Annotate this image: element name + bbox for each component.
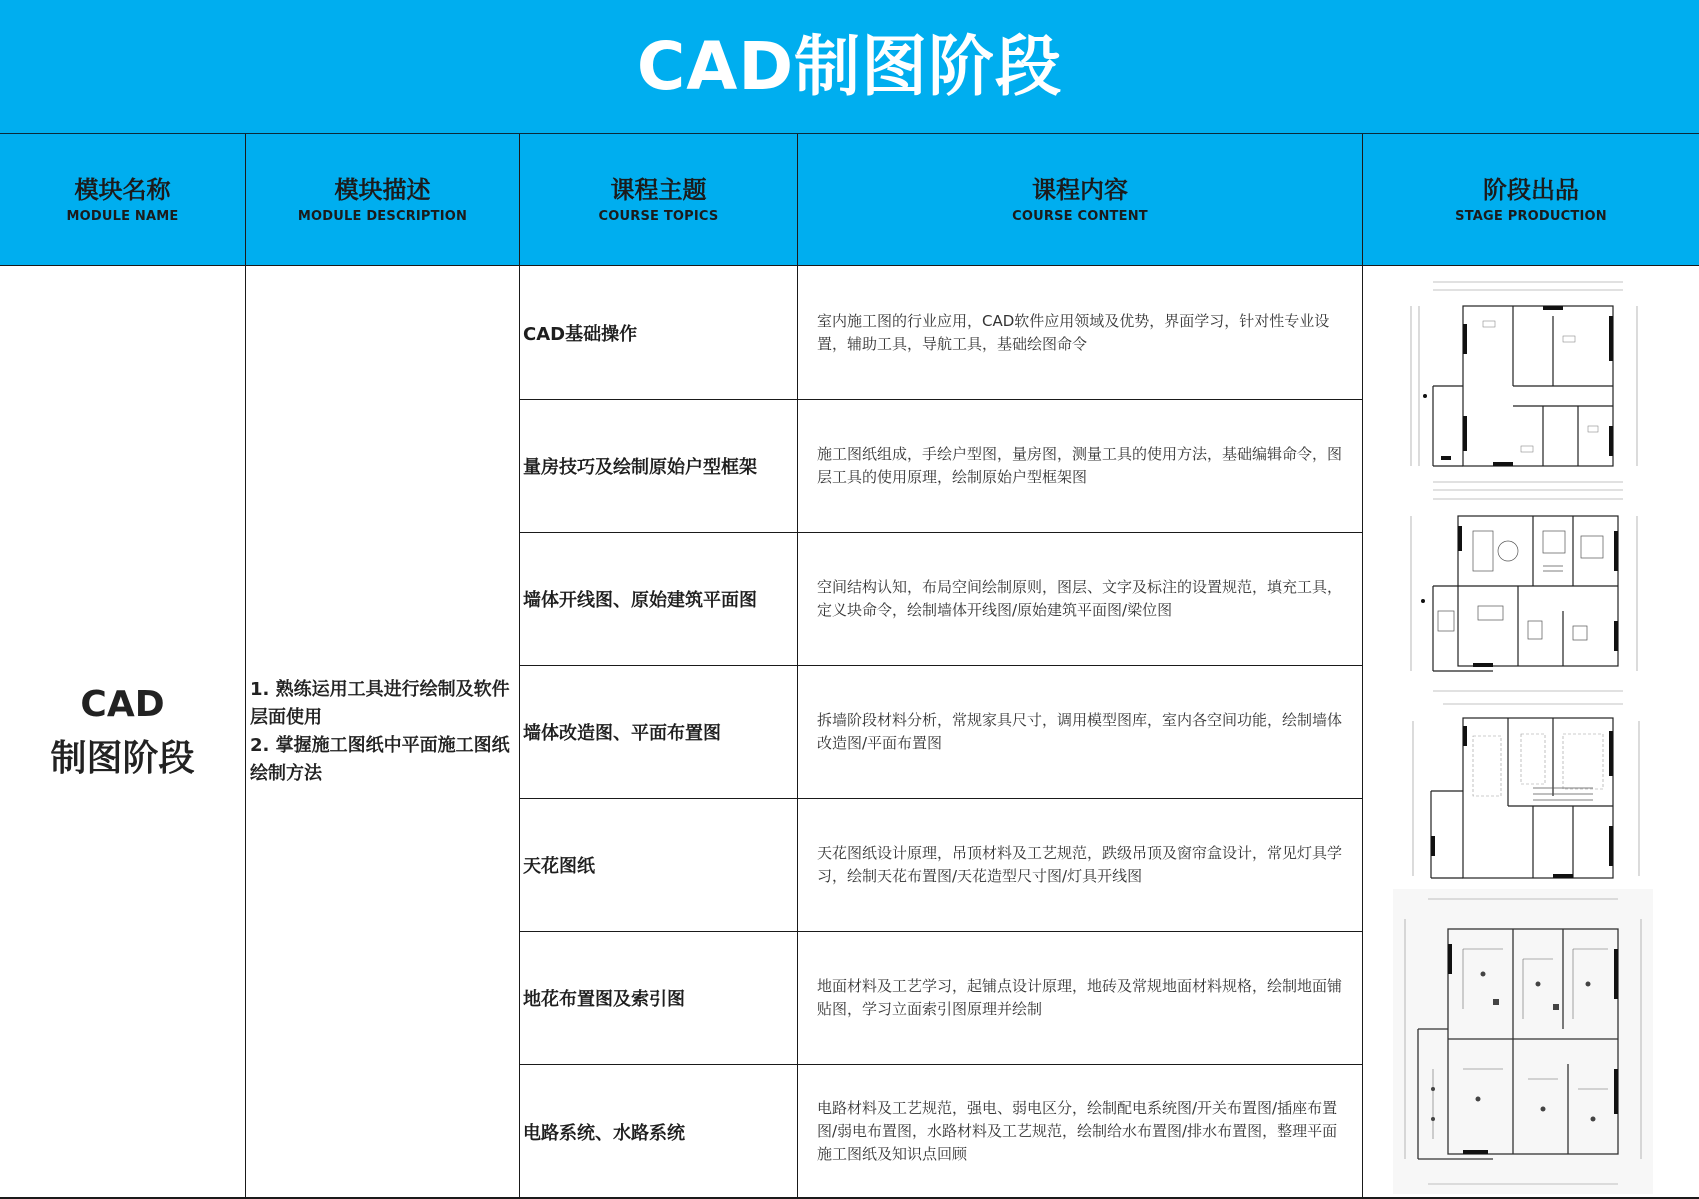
- module-description-item: 1. 熟练运用工具进行绘制及软件层面使用: [250, 678, 510, 728]
- table-row: [520, 666, 1362, 799]
- header-en: MODULE NAME: [66, 209, 179, 225]
- header-zh: 课程内容: [1032, 175, 1128, 204]
- module-description-item: 2. 掌握施工图纸中平面施工图纸绘制方法: [250, 734, 510, 784]
- header-module-name: [0, 134, 246, 266]
- floor-plan-image: [1393, 889, 1653, 1194]
- table-row: [520, 400, 1362, 533]
- header-stage-production: [1363, 134, 1699, 266]
- header-en: STAGE PRODUCTION: [1455, 209, 1607, 225]
- course-topic: 墙体改造图、平面布置图: [523, 723, 721, 744]
- course-content: 室内施工图的行业应用，CAD软件应用领域及优势，界面学习，针对性专业设置，辅助工具，导航工具，基础绘图命令: [817, 311, 1330, 353]
- module-name-line: 制图阶段: [50, 737, 195, 779]
- module-description-cell: [246, 266, 519, 1197]
- table-header: [0, 134, 1699, 266]
- course-topic: 天花图纸: [523, 856, 595, 877]
- header-zh: 课程主题: [610, 175, 707, 204]
- table-row: [520, 533, 1362, 666]
- course-content: 空间结构认知，布局空间绘制原则，图层、文字及标注的设置规范，填充工具，定义块命令，绘制墙体开线图/原始建筑平面图/梁位图: [817, 578, 1343, 619]
- header-en: COURSE TOPICS: [598, 209, 719, 225]
- floor-plan-image: [1403, 276, 1653, 496]
- course-content: 拆墙阶段材料分析，常规家具尺寸，调用模型图库，室内各空间功能，绘制墙体改造图/平面布置图: [817, 711, 1343, 752]
- table-row: [520, 1065, 1362, 1198]
- course-topic: CAD基础操作: [523, 323, 638, 345]
- page-title: CAD制图阶段: [636, 27, 1063, 105]
- title-banner: [0, 0, 1699, 134]
- header-zh: 模块名称: [74, 175, 171, 204]
- header-en: COURSE CONTENT: [1012, 209, 1148, 225]
- header-en: MODULE DESCRIPTION: [297, 209, 468, 225]
- table-row: [520, 932, 1362, 1065]
- header-course-content: [798, 134, 1363, 266]
- course-content: 施工图纸组成，手绘户型图，量房图，测量工具的使用方法，基础编辑命令，图层工具的使用原理，绘制原始户型框架图: [817, 445, 1343, 486]
- header-module-description: [246, 134, 520, 266]
- course-topic: 量房技巧及绘制原始户型框架: [523, 457, 757, 478]
- course-content: 天花图纸设计原理，吊顶材料及工艺规范，跌级吊顶及窗帘盒设计，常见灯具学习，绘制天花布置图/天花造型尺寸图/灯具开线图: [817, 844, 1343, 885]
- table-row: [520, 799, 1362, 932]
- module-name-line: CAD: [80, 683, 165, 725]
- module-name-cell: [0, 266, 245, 1197]
- floor-plan-image: [1403, 491, 1653, 701]
- floor-plan-image: [1403, 696, 1653, 906]
- header-zh: 模块描述: [334, 175, 431, 204]
- course-topic: 电路系统、水路系统: [523, 1122, 685, 1144]
- course-content: 地面材料及工艺学习，起铺点设计原理，地砖及常规地面材料规格，绘制地面铺贴图，学习立面索引图原理并绘制: [817, 977, 1343, 1018]
- course-topic: 墙体开线图、原始建筑平面图: [523, 590, 757, 611]
- course-content: 电路材料及工艺规范，强电、弱电区分，绘制配电系统图/开关布置图/插座布置图/弱电布置图，水路材料及工艺规范，绘制给水布置图/排水布置图，整理平面施工图纸及知识点回顾: [817, 1099, 1338, 1163]
- table-row: [520, 266, 1362, 400]
- header-course-topics: [520, 134, 798, 266]
- stage-production-cell: [1363, 266, 1699, 1197]
- course-topic: 地花布置图及索引图: [523, 989, 685, 1010]
- header-zh: 阶段出品: [1483, 175, 1579, 204]
